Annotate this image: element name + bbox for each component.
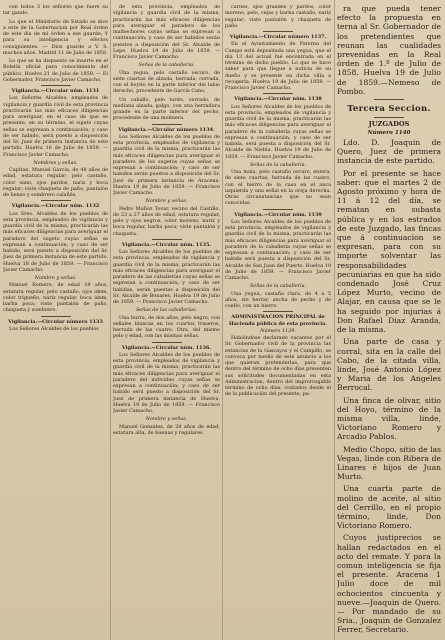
paragraph: Los Señores Alcaldes de los pueblos de esta provincia, empleados de vigilancia y guardia civil de la misma, practicarán las más eficaces diligencias para averiguar el paradero de la caballería cuyas señas se expresan a continuación; y caso de ser habida será puesta a disposición del Sr. Alcalde de San Juan del Puerto. Huelva 19 de Julio de 1859. — Francisco Javier Camacho.	[225, 218, 331, 281]
subheading: Nombre y señas.	[34, 275, 77, 281]
subheading: Nombre y señas.	[145, 198, 188, 205]
paragraph: ra que pueda tener efecto la propuesta en terna al Sr. Gobernador de los pretendientes que reunan las cualidades prevenidas en la Real órden de 1.º de Julio de 1858. Huelva 19 de Julio de 1859.—Nemeso de Pombo.	[337, 4, 441, 96]
notice-number: Número 1140	[367, 130, 411, 137]
paragraph: Los Señores Alcaldes de los pueblos de esta provincia, empleados de vigilancia y guardia civil de la misma, practicarán las más eficaces diligencias para averiguar el paradero de los sugetos cuyas señas se expresan a continuación; y caso de ser habidos serán puestos a disposición del Sr. Juez de primera instancia de Aracena. Huelva 19 de Julio de 1859. — Francisco Javier Camacho.	[113, 133, 220, 196]
divider	[41, 85, 71, 86]
section-title: Tercera Seccion.	[347, 104, 431, 115]
divider	[263, 93, 293, 94]
divider	[41, 200, 71, 201]
divider	[152, 342, 182, 343]
subheading: Señas de las caballerías.	[135, 307, 198, 314]
divider	[374, 99, 404, 100]
divider	[152, 124, 182, 125]
section-heading: Vigilancia.—Circular número 1137.	[229, 34, 327, 40]
paragraph: Una yegua, castaña clara, de 4 a 5 años, sin herrar, ancha de pecho y de cuello, con un hierro.	[225, 290, 331, 309]
subheading: Señas de la caballería.	[249, 283, 307, 290]
paragraph: Manuel Romero, de edad 19 años, estatura regular, pelo castaño, ojos idem, color trigueño, nariz regular, boca idem, barba poca; viste pantalón de paño, chaqueta y sombrero.	[3, 282, 108, 314]
paragraph: Una finca de olivar, sitio del Hoyo, término de la misma villa, linde, Victoriano Romero y Arcadio Pablos.	[337, 395, 441, 442]
paragraph: de esta provincia, empleados de vigilancia y guardia civil de la misma, practicarán las más eficaces diligencias para averiguar el paradero de los malhechores cuyas señas se expresan a continuación; y caso de ser habidos serán puestos a disposición del Sr. Alcalde de Lepe. Huelva 19 de Julio de 1859. — Francisco Javier Camacho.	[113, 4, 220, 60]
paragraph: Manuel Gonzalez, de 28 años de edad, estatura alta, de buenas y regulares	[113, 423, 220, 436]
section-heading: Vigilancia.—Circular núm. 1135.	[121, 241, 212, 248]
section-heading: Vigilancia.—Circular núm. 1138	[234, 96, 322, 103]
section-subtitle: JUZGADOS	[368, 120, 410, 129]
subheading: Nombre y señas.	[145, 416, 188, 423]
column-4	[337, 4, 441, 636]
paragraph: Cuyos justiprecios se hallan redactados en el acto del remate. Y para la comun inteligencia se fija el presente. Aracena 1 Julio doce de mil ochocientos cincuenta y nueve.—Joaquin de Quero.— Por mandado de su Sria., Joaquin de Gonzalez Ferrer, Secretario.	[337, 533, 441, 635]
column-2	[113, 4, 220, 636]
paragraph: Los Señores Alcaldes de los pueblos	[9, 325, 99, 332]
paragraph: Capitan, Manuel García, de 48 años de edad, estatura regular; pelo castaño, color sano, ojos pardos, nariz y boca regular; viste chaqueta de paño, pantalón de lienzo y sombrero calañés.	[3, 167, 108, 198]
divider	[263, 209, 293, 210]
paragraph: En el Ayuntamiento de Paterna del Campo está depositada una yegua, que el día 13 del actual fué encontrada en el término de dicho pueblo. Lo que se hace saber para que llegue a noticia de su dueño y se presente en dicha villa a recogerla. Huelva 19 de Julio de 1859. — Francisco Javier Camacho.	[225, 41, 331, 91]
section-heading: Vigilancia.—Circular núm. 1132	[11, 203, 100, 210]
column-rule	[334, 0, 335, 640]
paragraph: Los Sres. Alcaldes de los pueblos de esta provincia, empleados de vigilancia y guardia civil de la misma, practicarán las más eficaces diligencias para averiguar el paradero del sugeto cuyas señas se expresan a continuación; y caso de ser habido, será puesto a disposición del Sr. Juez de primera instancia de este partido. Huelva 18 de Julio de 1859. — Francisco Javier Camacho.	[3, 210, 108, 273]
paragraph: Medio Chopo, sitio de las Vegas, linde con Ribera de Linares é hijos de Juan Murto.	[337, 444, 441, 482]
paragraph: Lo que el Ministerio de Estado se dice a este de la Gobernacion por Real órden de este día de mi órden a ese guarde; Y para su inteligencia y efectos consiguientes. — Dios guarde a V. S. muchos años. Madrid 11 de Julio de 1858.	[3, 18, 108, 56]
subheading: Nombres y señas.	[33, 159, 78, 166]
divider	[263, 311, 293, 312]
section-heading: ADMINISTRACION PRINCIPAL de Hacienda pública de esta provincia.	[229, 314, 327, 327]
paragraph: Los Señores Alcaldes de los pueblos de esta provincia, empleados de vigilancia y guardia civil de la misma, practicarán las más eficaces diligencias para averiguar el paradero de las caballerías cuyas señas se expresan a continuación; y caso de ser habidas, serán puestas a disposición del Sr. Alcalde de Bonares. Huelva 19 de Julio de 1859. — Francisco Javier Camacho.	[113, 249, 220, 305]
paragraph: Una burra, de dos años, pelo negro, con señales blancas en los cuartos traseros, herrada de las cuatro. Otra, del mismo pelo y edad, con las mismas señas.	[113, 314, 220, 340]
column-1	[3, 4, 108, 636]
subheading: Número 1139.	[260, 327, 296, 334]
section-heading: Vigilancia.—Circular núm. 1139	[234, 211, 322, 218]
section-heading: Vigilancia.—Circular núm. 1131	[11, 88, 100, 94]
paragraph: Una parte de casa y corral, sita en la calle del Cabo, de la citada villa, linde, José Antonio López y Maria de los Angeles Berrocal.	[337, 337, 441, 393]
column-3	[225, 4, 331, 636]
paragraph: con todos 3 los señores que fuere su tar gando.	[3, 4, 108, 17]
paragraph: Lo que se ha dispuesto se inserte en el Boletín oficial para conocimiento del público. Huelva 21 de Julio de 1859. — El Gobernador, Francisco Javier Camacho.	[3, 58, 108, 83]
paragraph: Por el presente se hace saber: que el martes 2 de Agosto próximo y hora de 11 á 12 del día, se rematan en subasta pública y en los estrados de este Juzgado, las fincas que á continuacion se expresan, para con su importe solventar las responsabilidades pecuniarias en que ha sido condenado José Cruz López Murto, vecino de Alajar, en causa que se le ha seguido por injurias á Don Rafael Diaz Aranda, de la misma.	[337, 168, 441, 335]
section-heading: Vigilancia.—Circular núm. 1136.	[121, 344, 212, 351]
paragraph: Pedro Muñoz Tovar, vecino del Castillo, de 23 a 27 años de edad, estatura regular, pelo y ojos negros, color moreno, nariz y boca regular, barba poca; viste pantalón y chaqueta.	[113, 205, 220, 237]
paragraph: Una mula, pelo castaño oscuro, entera, de siete cuartas, herrada de las cuatro, con el hierro de la casa en el anca izquierda y una señal en la oreja derecha. Otras circunstancias que no sean conocidas.	[225, 169, 331, 207]
divider	[152, 239, 182, 240]
paragraph: Una cuarta parte de molino de aceite, al sitio del Cerrillo, en el propio término, linde, Don Victoriano Romero.	[337, 484, 441, 531]
section-heading: Vigilancia.—Circular número 1133	[8, 318, 103, 325]
divider	[374, 117, 404, 118]
paragraph: Un caballo, pelo tordo, cerrado, de mediana alzada, galgo, con una herradura grande en la parte inferior del pecho, procedente de una molinera.	[113, 96, 220, 122]
subheading: Señas de la caballería.	[249, 161, 307, 168]
paragraph: Los Señores Alcaldes, empleados de vigilancia y guardia civil de esta provincia practicarán las más eficaces diligencias para averiguar, en el caso de que se presente, en su término, el sujeto cuyas señas se expresan a continuación; y caso de ser habido, será puesto a disposición del Sr. Juez de primera instancia de este partido. Huelva 16 de Julio de 1859. — Francisco Javier Camacho.	[3, 95, 108, 158]
column-rule	[222, 0, 223, 640]
paragraph: Habiéndose declarado vacantes por el Sr. Gobernador civil de la provincia las estancias de la Gascayos y el Campillo, se convoca por medio de este anuncio a los que quieran pretenderlas, para que dentro del término de ocho días presenten sus solicitudes documentadas en esta Administracion, dentro del improrrogable término de ocho días, contados desde el de la publicación del presente, pa-	[225, 335, 331, 398]
subheading: Señas de la caballería.	[138, 62, 195, 69]
section-heading: Vigilancia.—Circular número 1134.	[118, 126, 215, 133]
divider	[41, 316, 71, 317]
column-rule	[110, 0, 111, 640]
column-4-body	[337, 4, 441, 635]
paragraph: Los Señores Alcaldes de los pueblos de esta provincia, empleados de vigilancia y guardia civil de la misma, practicarán las más eficaces diligencias para averiguar el paradero del individuo cuyas señas se expresan a continuación; y caso de ser habido será puesto a disposición del Sr. Juez de primera instancia de Huelva. Huelva 19 de Julio de 1859. — Francisco Javier Camacho.	[113, 351, 220, 414]
paragraph: Los Señores Alcaldes de los pueblos de esta provincia, empleados de vigilancia y guardia civil de la misma, practicarán las más eficaces diligencias para averiguar el paradero de la caballería cuyas señas se expresan a continuación; y caso de ser habida, será puesta a disposición del Sr. Alcalde de Niebla. Huelva 19 de Julio de 1859. — Francisco Javier Camacho.	[225, 103, 331, 160]
paragraph: Ldo. D. Joaquin de Quero, Juez de primera instancia de este partido.	[337, 138, 441, 166]
paragraph: carnes, ojos grandes y pardos, color moreno, pelo, cejas y barba castaño, nariz regular; viste pantalón y chaqueta de paño.	[225, 4, 331, 29]
divider	[263, 31, 293, 32]
paragraph: Una yegua, pelo castaño oscuro, de siete cuartas de alzada, herrada, cerrada, con el hoyito en la parte inferior del labio derecho, procedente de García Cano.	[113, 69, 220, 95]
